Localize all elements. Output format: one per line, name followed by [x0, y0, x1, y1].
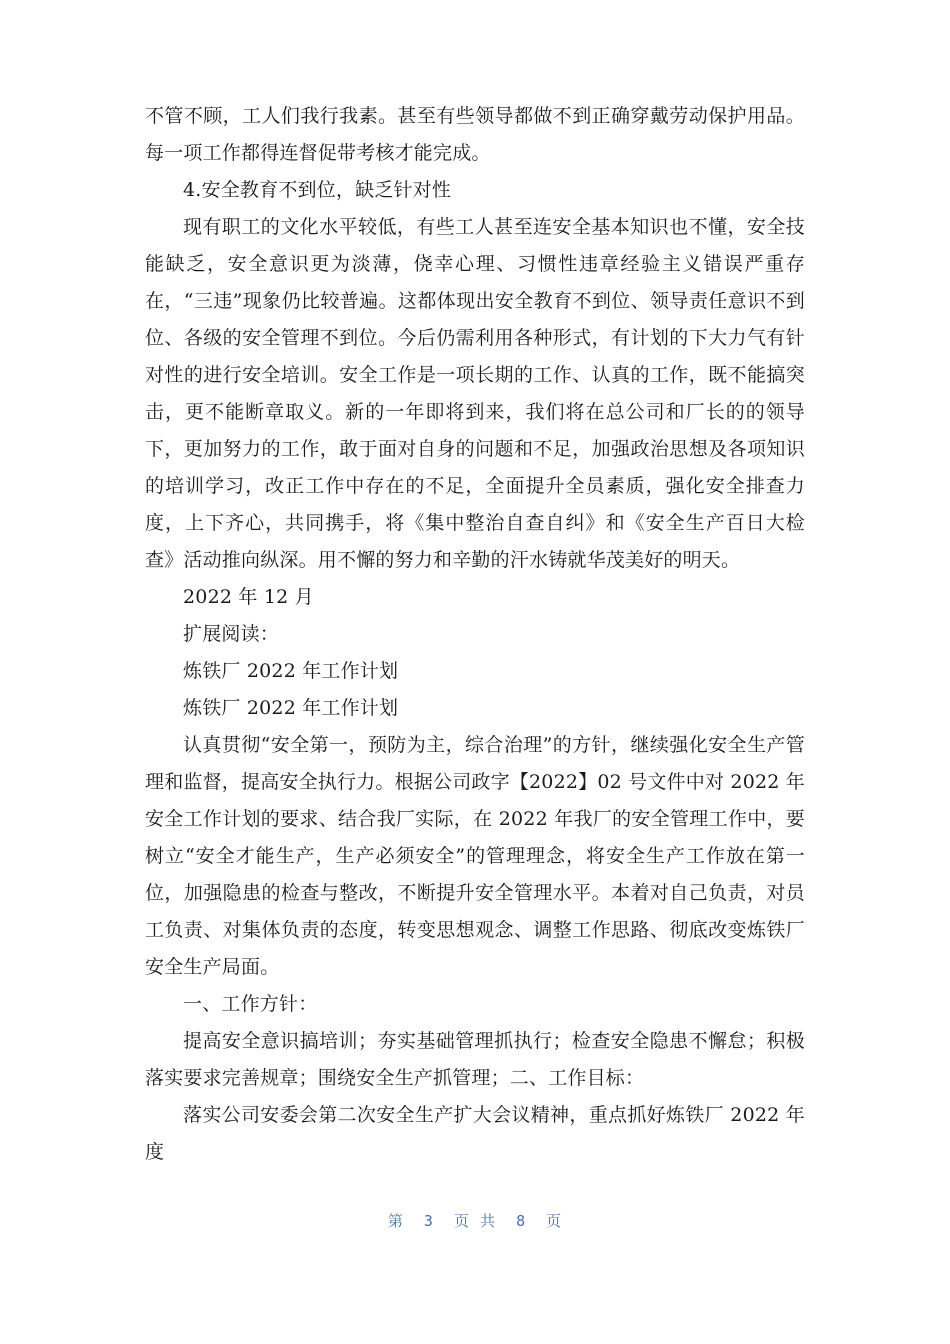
paragraph-11: 落实公司安委会第二次安全生产扩大会议精神，重点抓好炼铁厂 2022 年度: [145, 1104, 805, 1163]
paragraph-plan-title-2: 炼铁厂 2022 年工作计划: [183, 697, 399, 719]
paragraph-date: 2022 年 12 月: [183, 586, 314, 608]
paragraph-plan-title-1: 炼铁厂 2022 年工作计划: [183, 660, 399, 682]
paragraph-8: 认真贯彻“安全第一，预防为主，综合治理”的方针，继续强化安全生产管理和监督，提高安全执行力。根据公司政字【2022】02 号文件中对 2022 年安全工作计划的要求、结合我厂实际，在 2022 年我厂的安全管理工作中，要树立“安全才能生产，生产必须安全”的管理理念，将安全生产工作放在第一位，加强隐患的检查与整改，不断提升安全管理水平。本着对自己负责，对员工负责、对集体负责的态度，转变思想观念、调整工作思路、彻底改变炼铁厂安全生产局面。: [145, 734, 806, 978]
paragraph-1: 不管不顾，工人们我行我素。甚至有些领导都做不到正确穿戴劳动保护用品。每一项工作都得连督促带考核才能完成。: [145, 105, 805, 164]
paragraph-2: 4.安全教育不到位，缺乏针对性: [183, 179, 452, 201]
page-number-footer: 第 3 页 共 8 页: [387, 1212, 563, 1230]
paragraph-10: 提高安全意识搞培训；夯实基础管理抓执行；检查安全隐患不懈怠；积极落实要求完善规章；围绕安全生产抓管理；二、工作目标：: [145, 1030, 805, 1089]
paragraph-extended-reading: 扩展阅读：: [183, 623, 280, 645]
document-body: [145, 98, 805, 1171]
paragraph-section-heading-1: 一、工作方针：: [183, 993, 318, 1015]
paragraph-3: 现有职工的文化水平较低，有些工人甚至连安全基本知识也不懂，安全技能缺乏，安全意识更为淡薄，侥幸心理、习惯性违章经验主义错误严重存在，“三违”现象仍比较普遍。这都体现出安全教育不到位、领导责任意识不到位、各级的安全管理不到位。今后仍需利用各种形式，有计划的下大力气有针对性的进行安全培训。安全工作是一项长期的工作、认真的工作，既不能搞突击，更不能断章取义。新的一年即将到来，我们将在总公司和厂长的的领导下，更加努力的工作，敢于面对自身的问题和不足，加强政治思想及各项知识的培训学习，改正工作中存在的不足，全面提升全员素质，强化安全排查力度，上下齐心，共同携手，将《集中整治自查自纠》和《安全生产百日大检查》活动推向纵深。用不懈的努力和辛勤的汗水铸就华茂美好的明天。: [145, 216, 805, 571]
